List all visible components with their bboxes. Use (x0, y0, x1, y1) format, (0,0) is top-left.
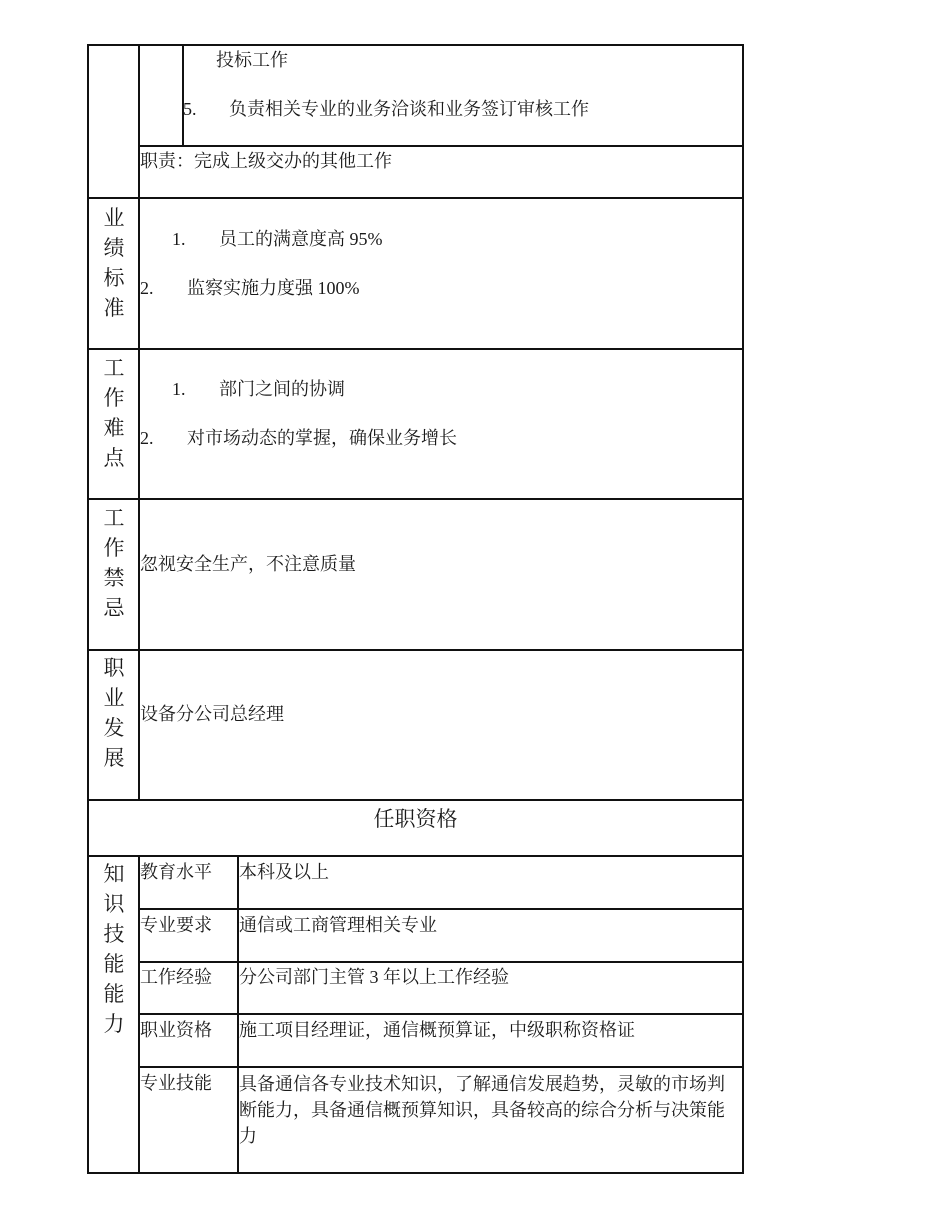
table-border-bottom (87, 1172, 744, 1174)
bid-work-text: 投标工作 (216, 50, 288, 70)
qualification-key: 专业技能 (140, 1073, 212, 1093)
row-divider-qualification-header (87, 799, 744, 801)
qualification-row-divider (138, 1066, 744, 1068)
qualification-key: 教育水平 (140, 862, 212, 882)
qualification-row-divider (138, 908, 744, 910)
qualification-value: 施工项目经理证，通信概预算证，中级职称资格证 (239, 1020, 635, 1040)
list-number: 1. (172, 229, 186, 249)
row-divider-difficulty (87, 348, 744, 350)
qualification-header: 任职资格 (373, 807, 458, 831)
duty-other-text: 职责：完成上级交办的其他工作 (140, 151, 392, 171)
list-item-text: 部门之间的协调 (219, 379, 345, 399)
row-divider-duty (138, 145, 744, 147)
list-item-text: 员工的满意度高 95% (219, 229, 383, 249)
list-number: 2. (140, 428, 154, 448)
list-number: 2. (140, 278, 154, 298)
qualification-value: 本科及以上 (239, 862, 329, 882)
row-divider-performance (87, 197, 744, 199)
inner-column-divider (182, 44, 184, 147)
performance-label: 业 绩 标 准 (103, 206, 125, 320)
difficulty-label: 工 作 难 点 (103, 356, 125, 470)
row-divider-qualification-body (87, 855, 744, 857)
row-divider-career (87, 649, 744, 651)
qualification-value: 通信或工商管理相关专业 (239, 915, 437, 935)
list-item-text: 对市场动态的掌握，确保业务增长 (187, 428, 457, 448)
prohibition-text: 忽视安全生产，不注意质量 (140, 554, 356, 574)
qualification-value: 分公司部门主管 3 年以上工作经验 (239, 967, 509, 987)
career-text: 设备分公司总经理 (140, 704, 284, 724)
list-number: 5. (183, 99, 197, 119)
table-border-top (87, 44, 744, 46)
table-border-right (742, 44, 744, 1174)
knowledge-skills-label: 知 识 技 能 能 力 (103, 862, 125, 1036)
job-description-table (87, 44, 744, 1174)
qualification-key: 专业要求 (140, 915, 212, 935)
qualification-key: 工作经验 (140, 967, 212, 987)
row-divider-prohibition (87, 498, 744, 500)
list-number: 1. (172, 379, 186, 399)
qualification-value: 具备通信各专业技术知识，了解通信发展趋势，灵敏的市场判断能力，具备通信概预算知识，具备较高的综合分析与决策能力 (239, 1074, 725, 1146)
qualification-row-divider (138, 1013, 744, 1015)
qualification-key: 职业资格 (140, 1020, 212, 1040)
career-label: 职 业 发 展 (103, 656, 125, 770)
list-item-text: 负责相关专业的业务洽谈和业务签订审核工作 (229, 99, 589, 119)
list-item-text: 监察实施力度强 100% (187, 278, 360, 298)
prohibition-label: 工 作 禁 忌 (103, 506, 125, 620)
qualification-row-divider (138, 961, 744, 963)
